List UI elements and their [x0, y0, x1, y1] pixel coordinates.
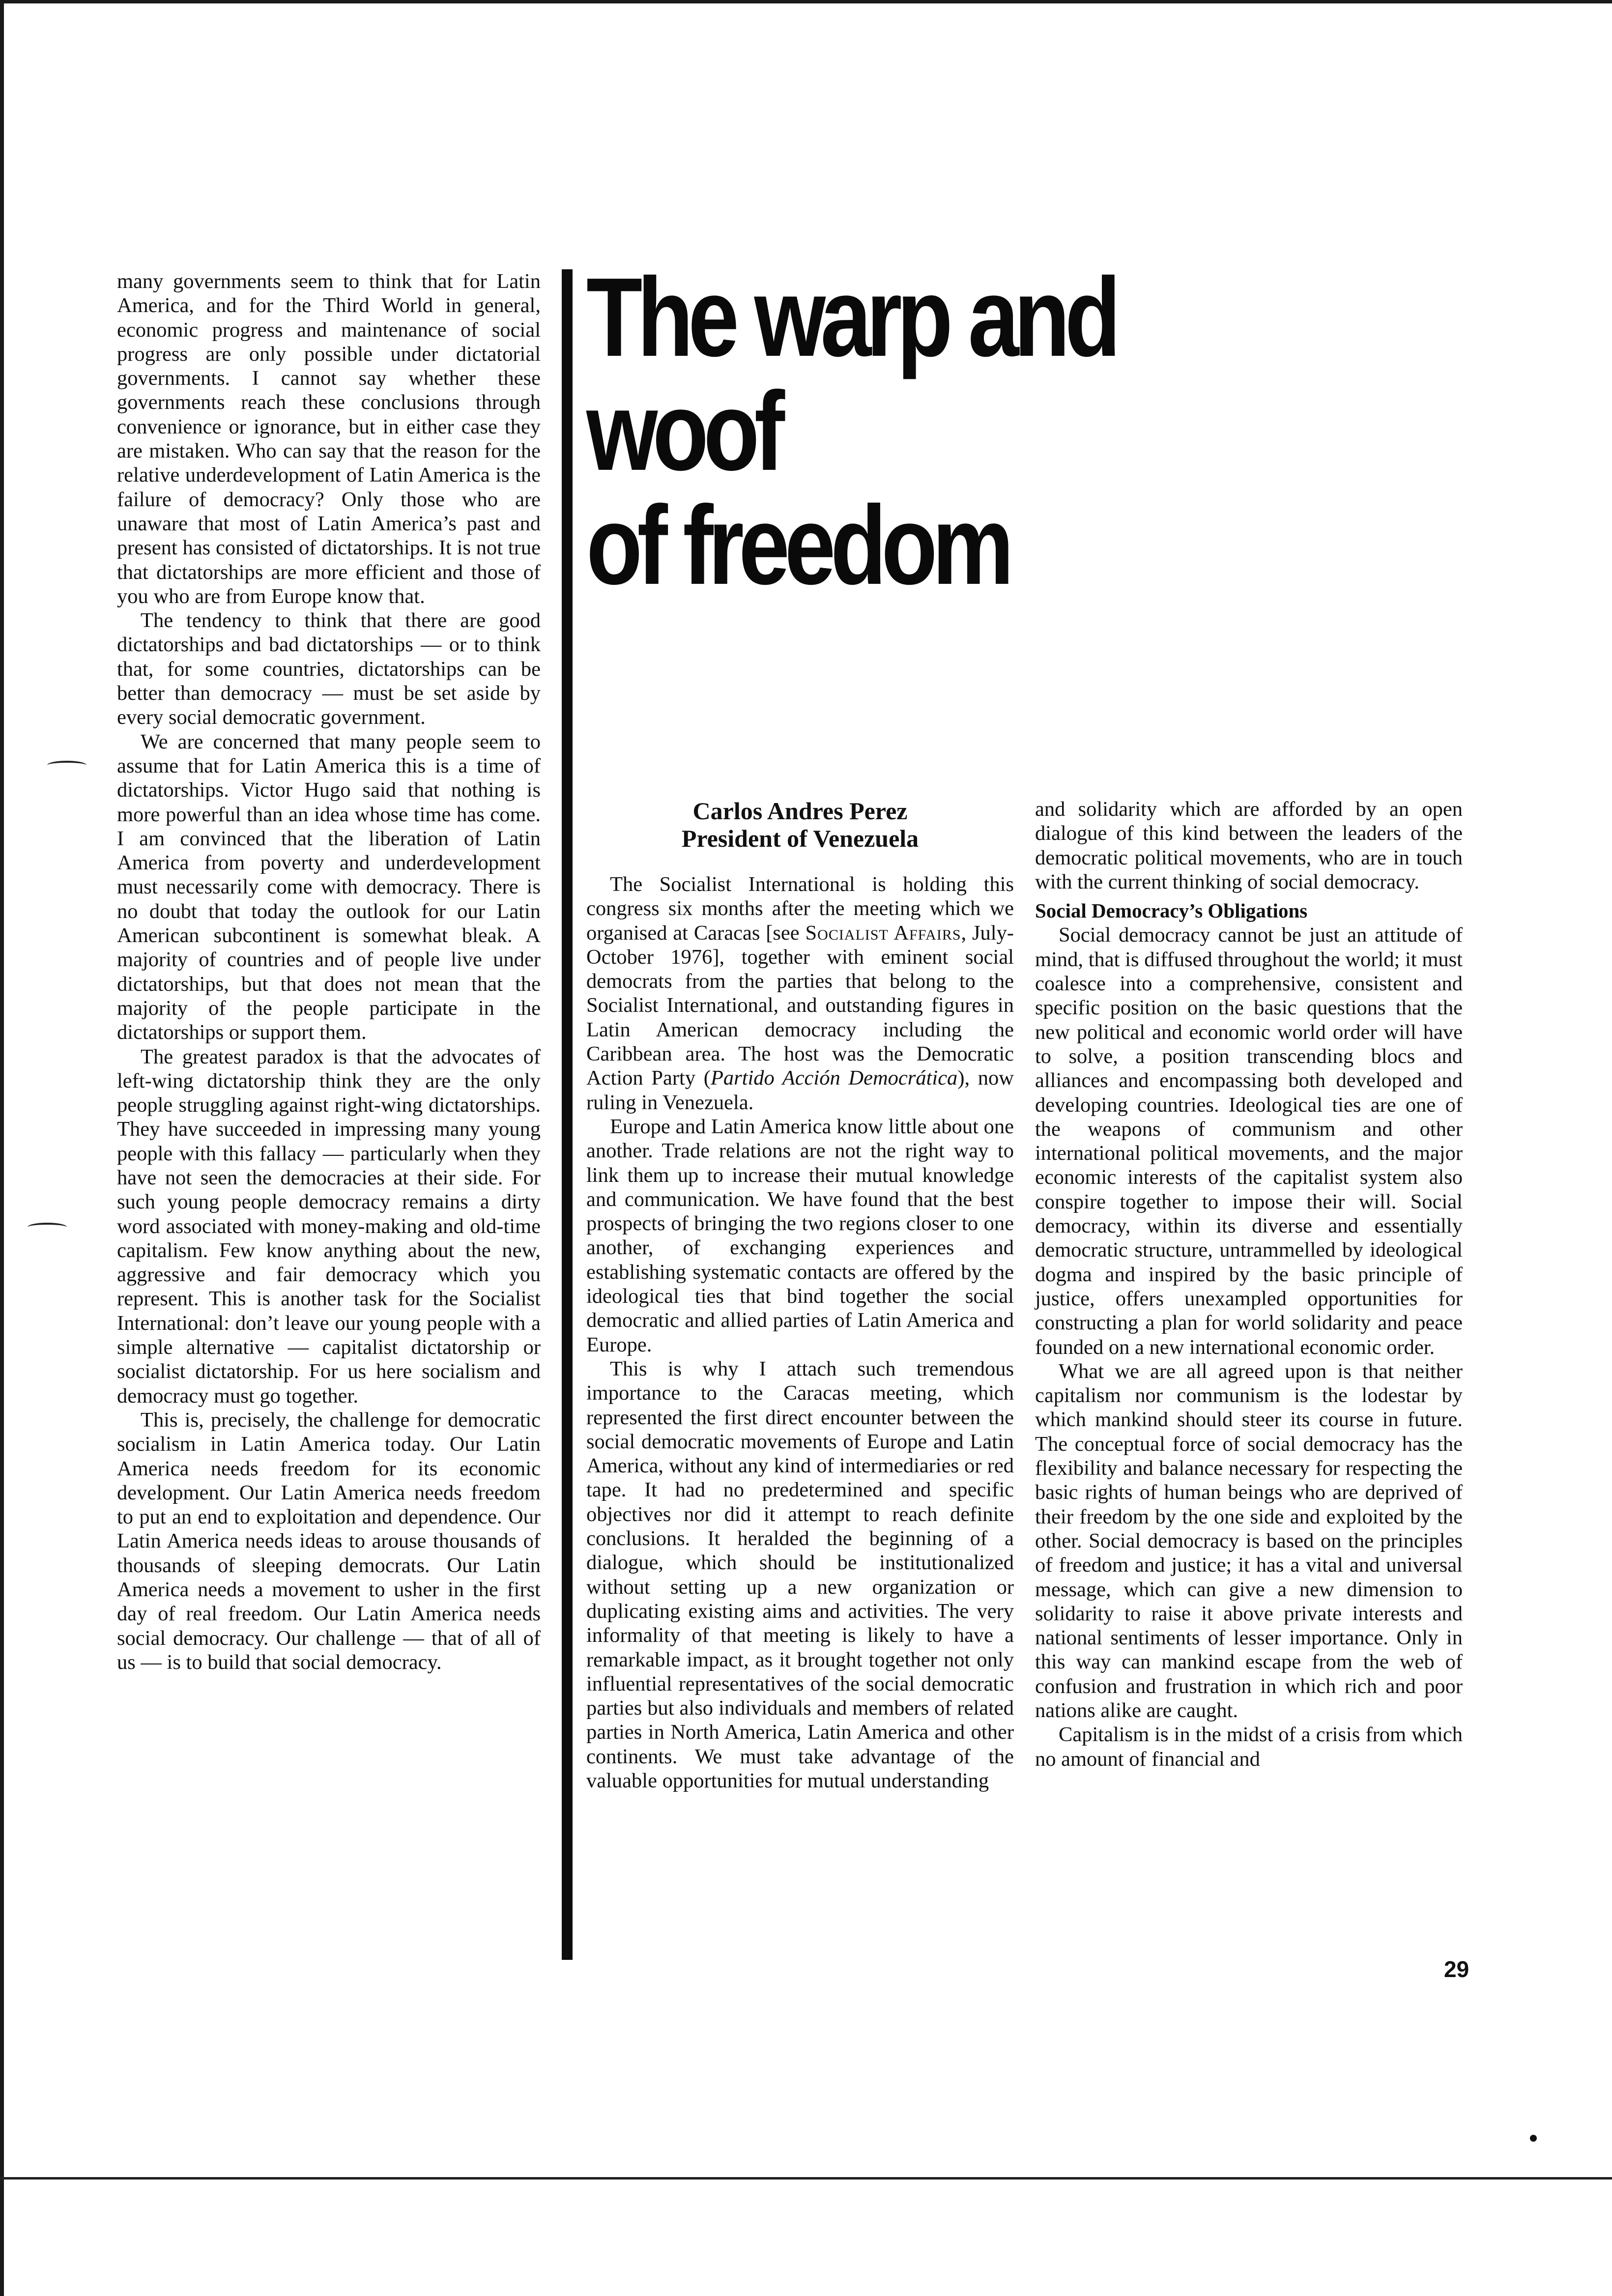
paragraph: Capitalism is in the midst of a crisis from which no amount of financial and — [1035, 1723, 1463, 1771]
paragraph: The Socialist International is holding this congress six months after the meeting which we organised at Caracas [see Socialist Affairs, July-October 1976], together with eminent social democrats from the parties that belong to the Socialist International, and outstanding figures in Latin American democracy including the Caribbean area. The host was the Democratic Action Party (Partido Acción Democrática), now ruling in Venezuela. — [586, 873, 1014, 1114]
author-title: President of Venezuela — [681, 825, 919, 852]
article-column-1 — [117, 269, 541, 1674]
paragraph: Europe and Latin America know little about one another. Trade relations are not the right way to link them up to increase their mutual knowledge and communication. We have found that the best prospects of bringing the two regions closer to one another, of exchanging experiences and establishing systematic contacts are offered by the ideological ties that bind together the social democratic and allied parties of Latin America and Europe. — [586, 1115, 1014, 1356]
margin-mark — [47, 761, 86, 770]
page-number: 29 — [1444, 1956, 1469, 1982]
article-headline — [586, 255, 1191, 608]
section-subheading: Social Democracy’s Obligations — [1035, 899, 1308, 922]
party-name-italic: Partido Acción Democrática — [710, 1066, 958, 1090]
headline-line-1: The warp and woof — [586, 255, 1116, 494]
paragraph: We are concerned that many people seem to assume that for Latin America this is a time of dictatorships. Victor Hugo said that nothing is more powerful than an idea whose time has come. I am convinced that the liberation of Latin America from poverty and underdevelopment must necessarily come with democracy. There is no doubt that today the outlook for our Latin American subcontinent is somewhat bleak. A majority of countries and of people live under dictatorships, but that does not mean that the majority of the people participate in the dictatorships or support them. — [117, 730, 541, 1044]
paragraph: many governments seem to think that for Latin America, and for the Third World in general, economic progress and maintenance of social progress are only possible under dictatorial governments. I cannot say whether these governments reach these conclusions through convenience or ignorance, but in either case they are mistaken. Who can say that the reason for the relative underdevelopment of Latin America is the failure of democracy? Only those who are unaware that most of Latin America’s past and present has consisted of dictatorships. It is not true that dictatorships are more efficient and those of you who are from Europe know that. — [117, 270, 541, 608]
paragraph: Social democracy cannot be just an attitude of mind, that is diffused throughout the world; it must coalesce into a comprehensive, consistent and specific position on the basic questions that the new political and economic world order will have to solve, a position transcending blocs and alliances and encompassing both developed and developing countries. Ideological ties are one of the weapons of communism and other international political movements, and the major economic interests of the capitalist system also conspire together to impose their will. Social democracy, within its diverse and essentially democratic structure, untrammelled by ideological dogma and inspired by the basic principle of justice, offers unexampled opportunities for constructing a plan for world solidarity and peace founded on a new international economic order. — [1035, 923, 1463, 1359]
paragraph: This is, precisely, the challenge for democratic socialism in Latin America today. Our Latin America needs freedom for its economic development. Our Latin America needs freedom to put an end to exploitation and dependence. Our Latin America needs ideas to arouse thousands of thousands of sleeping democrats. Our Latin America needs a movement to usher in the first day of real freedom. Our Latin America needs social democracy. Our challenge — that of all of us — is to build that social democracy. — [117, 1408, 541, 1674]
left-border-rule — [0, 0, 4, 2296]
article-column-2 — [586, 872, 1014, 1793]
paragraph: This is why I attach such tremendous importance to the Caracas meeting, which represented the first direct encounter between the social democratic movements of Europe and Latin America, without any kind of intermediaries or red tape. It had no predetermined and specific objectives nor did it attempt to reach definite conclusions. It heralded the beginning of a dialogue, which should be institutionalized without setting up a new organization or duplicating existing aims and activities. The very informality of that meeting is likely to have a remarkable impact, as it brought together not only influential representatives of the social democratic parties but also individuals and members of related parties in North America, Latin America and other continents. We must take advantage of the valuable opportunities for mutual understanding — [586, 1357, 1014, 1792]
paragraph: What we are all agreed upon is that neither capitalism nor communism is the lodestar by which mankind should steer its course in future. The conceptual force of social democracy has the flexibility and balance necessary for respecting the basic rights of human beings who are deprived of their freedom by the one side and exploited by the other. Social democracy is based on the principles of freedom and justice; it has a vital and universal message, which can give a new dimension to solidarity to raise it above private interests and national sentiments of lesser importance. Only in this way can mankind escape from the web of confusion and frustration in which rich and poor nations alike are caught. — [1035, 1359, 1463, 1722]
top-border-rule — [0, 0, 1612, 3]
paragraph: and solidarity which are afforded by an open dialogue of this kind between the leaders of the democratic political movements, who are in touch with the current thinking of social democracy. — [1035, 798, 1463, 893]
paragraph: The tendency to think that there are good dictatorships and bad dictatorships — or to think that, for some countries, dictatorships can be better than democracy — must be set aside by every social democratic government. — [117, 609, 541, 729]
bottom-border-rule — [0, 2177, 1612, 2180]
margin-mark — [28, 1223, 67, 1232]
publication-reference: Socialist Affairs — [805, 921, 961, 945]
headline-line-2: of freedom — [586, 483, 1009, 608]
author-name: Carlos Andres Perez — [692, 797, 908, 825]
article-column-3 — [1035, 797, 1463, 1771]
byline — [586, 797, 1014, 852]
paragraph: The greatest paradox is that the advocates of left-wing dictatorship think they are the only people struggling against right-wing dictatorships. They have succeeded in impressing many young people with this fallacy — particularly when they have not seen the democracies at their side. For such young people democracy remains a dirty word associated with money-making and old-time capitalism. Few know anything about the new, aggressive and fair democracy which you represent. This is another task for the Socialist International: don’t leave our young people with a simple alternative — capitalist dictatorship or socialist dictatorship. For us here socialism and democracy must go together. — [117, 1045, 541, 1407]
margin-dot — [1530, 2135, 1537, 2142]
column-divider-bar — [562, 269, 573, 1960]
